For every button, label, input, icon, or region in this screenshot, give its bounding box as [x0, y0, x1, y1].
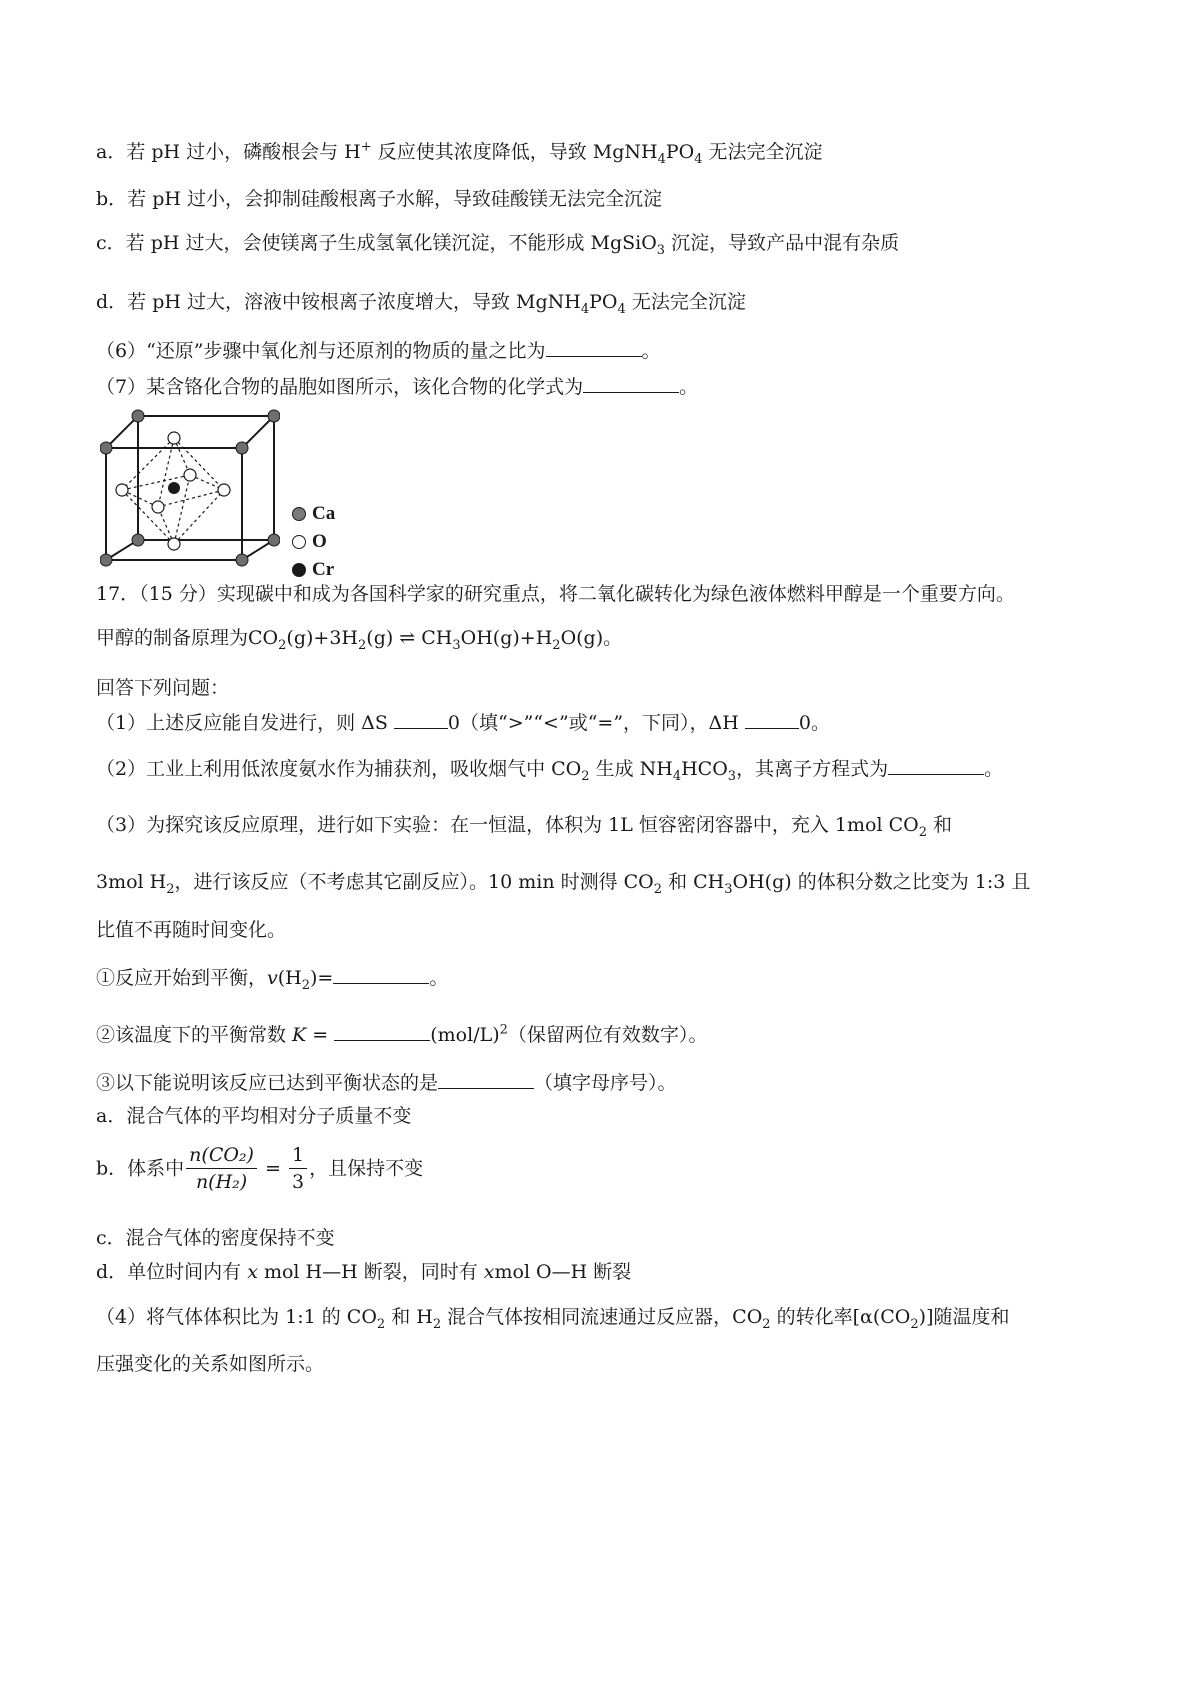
sub-question-3: ③以下能说明该反应已达到平衡状态的是 （填字母序号）。 [96, 1072, 677, 1094]
part-2: （2）工业上利用低浓度氨水作为捕获剂，吸收烟气中 $CO_2$ 生成 $NH_4HCO_3$，其离子方程式为 。 [96, 758, 1004, 784]
part-3: （3）为探究该反应原理，进行如下实验：在一恒温，体积为 1L 恒容密闭容器中，充入 1mol $CO_2$ 和 [96, 814, 953, 840]
part-4: （4）将气体体积比为 1:1 的 $CO_2$ 和 $H_2$ 混合气体按相同流速通过反应器，$CO_2$ 的转化率$[\alpha(CO_2)]$随温度和 [96, 1306, 1010, 1332]
answer-intro: 回答下列问题： [96, 677, 230, 699]
diagram-legend [292, 500, 335, 584]
answer-blank [583, 374, 679, 393]
part-4-line-2: 压强变化的关系如图所示。 [96, 1353, 325, 1375]
crystal-cell-diagram [100, 408, 280, 570]
o-atom-icon [292, 535, 306, 549]
answer-blank [334, 1022, 430, 1041]
question-6: （6）“还原”步骤中氧化剂与还原剂的物质的量之比为 。 [96, 340, 661, 362]
question-17-header: 17．（15 分）实现碳中和成为各国科学家的研究重点，将二氧化碳转化为绿色液体燃料甲醇是一个重要方向。 [96, 583, 1015, 605]
legend-cr: Cr [292, 556, 335, 584]
sub-question-2: ②该温度下的平衡常数 $K = (mol/L)^2$（保留两位有效数字）。 [96, 1022, 708, 1046]
mole-ratio-fraction: $\frac{\text{n(CO₂)}}{\text{n(H₂)}}$ [186, 1142, 257, 1195]
reaction-equation: 甲醇的制备原理为$CO_2(g)+3H_2(g)$ ⇌ $CH_3OH(g)+H_2O(g)$。 [96, 627, 623, 653]
legend-ca: Ca [292, 500, 335, 528]
option-a: a．若 pH 过小，磷酸根会与 H+ 反应使其浓度降低，导致 $MgNH_4PO_4$ 无法完全沉淀 [96, 139, 823, 167]
option-b: b．若 pH 过小，会抑制硅酸根离子水解，导致硅酸镁无法完全沉淀 [96, 188, 662, 210]
answer-blank [888, 756, 984, 775]
option-d: d．若 pH 过大，溶液中铵根离子浓度增大，导致 $MgNH_4PO_4$ 无法完全沉淀 [96, 291, 746, 317]
ca-atom-icon [292, 507, 306, 521]
answer-blank [333, 965, 429, 984]
one-third-fraction: $\frac{1}{3}$ [289, 1142, 307, 1195]
answer-blank [745, 710, 799, 729]
answer-blank [438, 1070, 534, 1089]
choice-d: d．单位时间内有 x mol H—H 断裂，同时有 xmol O—H 断裂 [96, 1261, 632, 1283]
answer-blank [546, 338, 642, 357]
answer-blank [394, 710, 448, 729]
part-1: （1）上述反应能自发进行，则 ΔS 0（填“>”“<”或“=”，下同），ΔH 0。 [96, 712, 830, 734]
part-3-line-3: 比值不再随时间变化。 [96, 919, 287, 941]
cr-atom-icon [292, 563, 306, 577]
sub-question-1: ①反应开始到平衡，$v(H_2)=$ 。 [96, 967, 449, 993]
question-7: （7）某含铬化合物的晶胞如图所示，该化合物的化学式为 。 [96, 376, 699, 398]
choice-a: a．混合气体的平均相对分子质量不变 [96, 1105, 412, 1127]
choice-b: b．体系中 $\frac{\text{n(CO₂)}}{\text{n(H₂)}}$ = $\frac{1}{3}$ ，且保持不变 [96, 1144, 424, 1193]
option-c: c．若 pH 过大，会使镁离子生成氢氧化镁沉淀，不能形成 MgSiO$_3$ 沉淀，导致产品中混有杂质 [96, 232, 900, 258]
legend-o: O [292, 528, 335, 556]
part-3-line-2: 3mol $H_2$，进行该反应（不考虑其它副反应）。10 min 时测得 $CO_2$ 和 $CH_3OH(g)$ 的体积分数之比变为 1:3 且 [96, 871, 1031, 897]
choice-c: c．混合气体的密度保持不变 [96, 1227, 335, 1249]
